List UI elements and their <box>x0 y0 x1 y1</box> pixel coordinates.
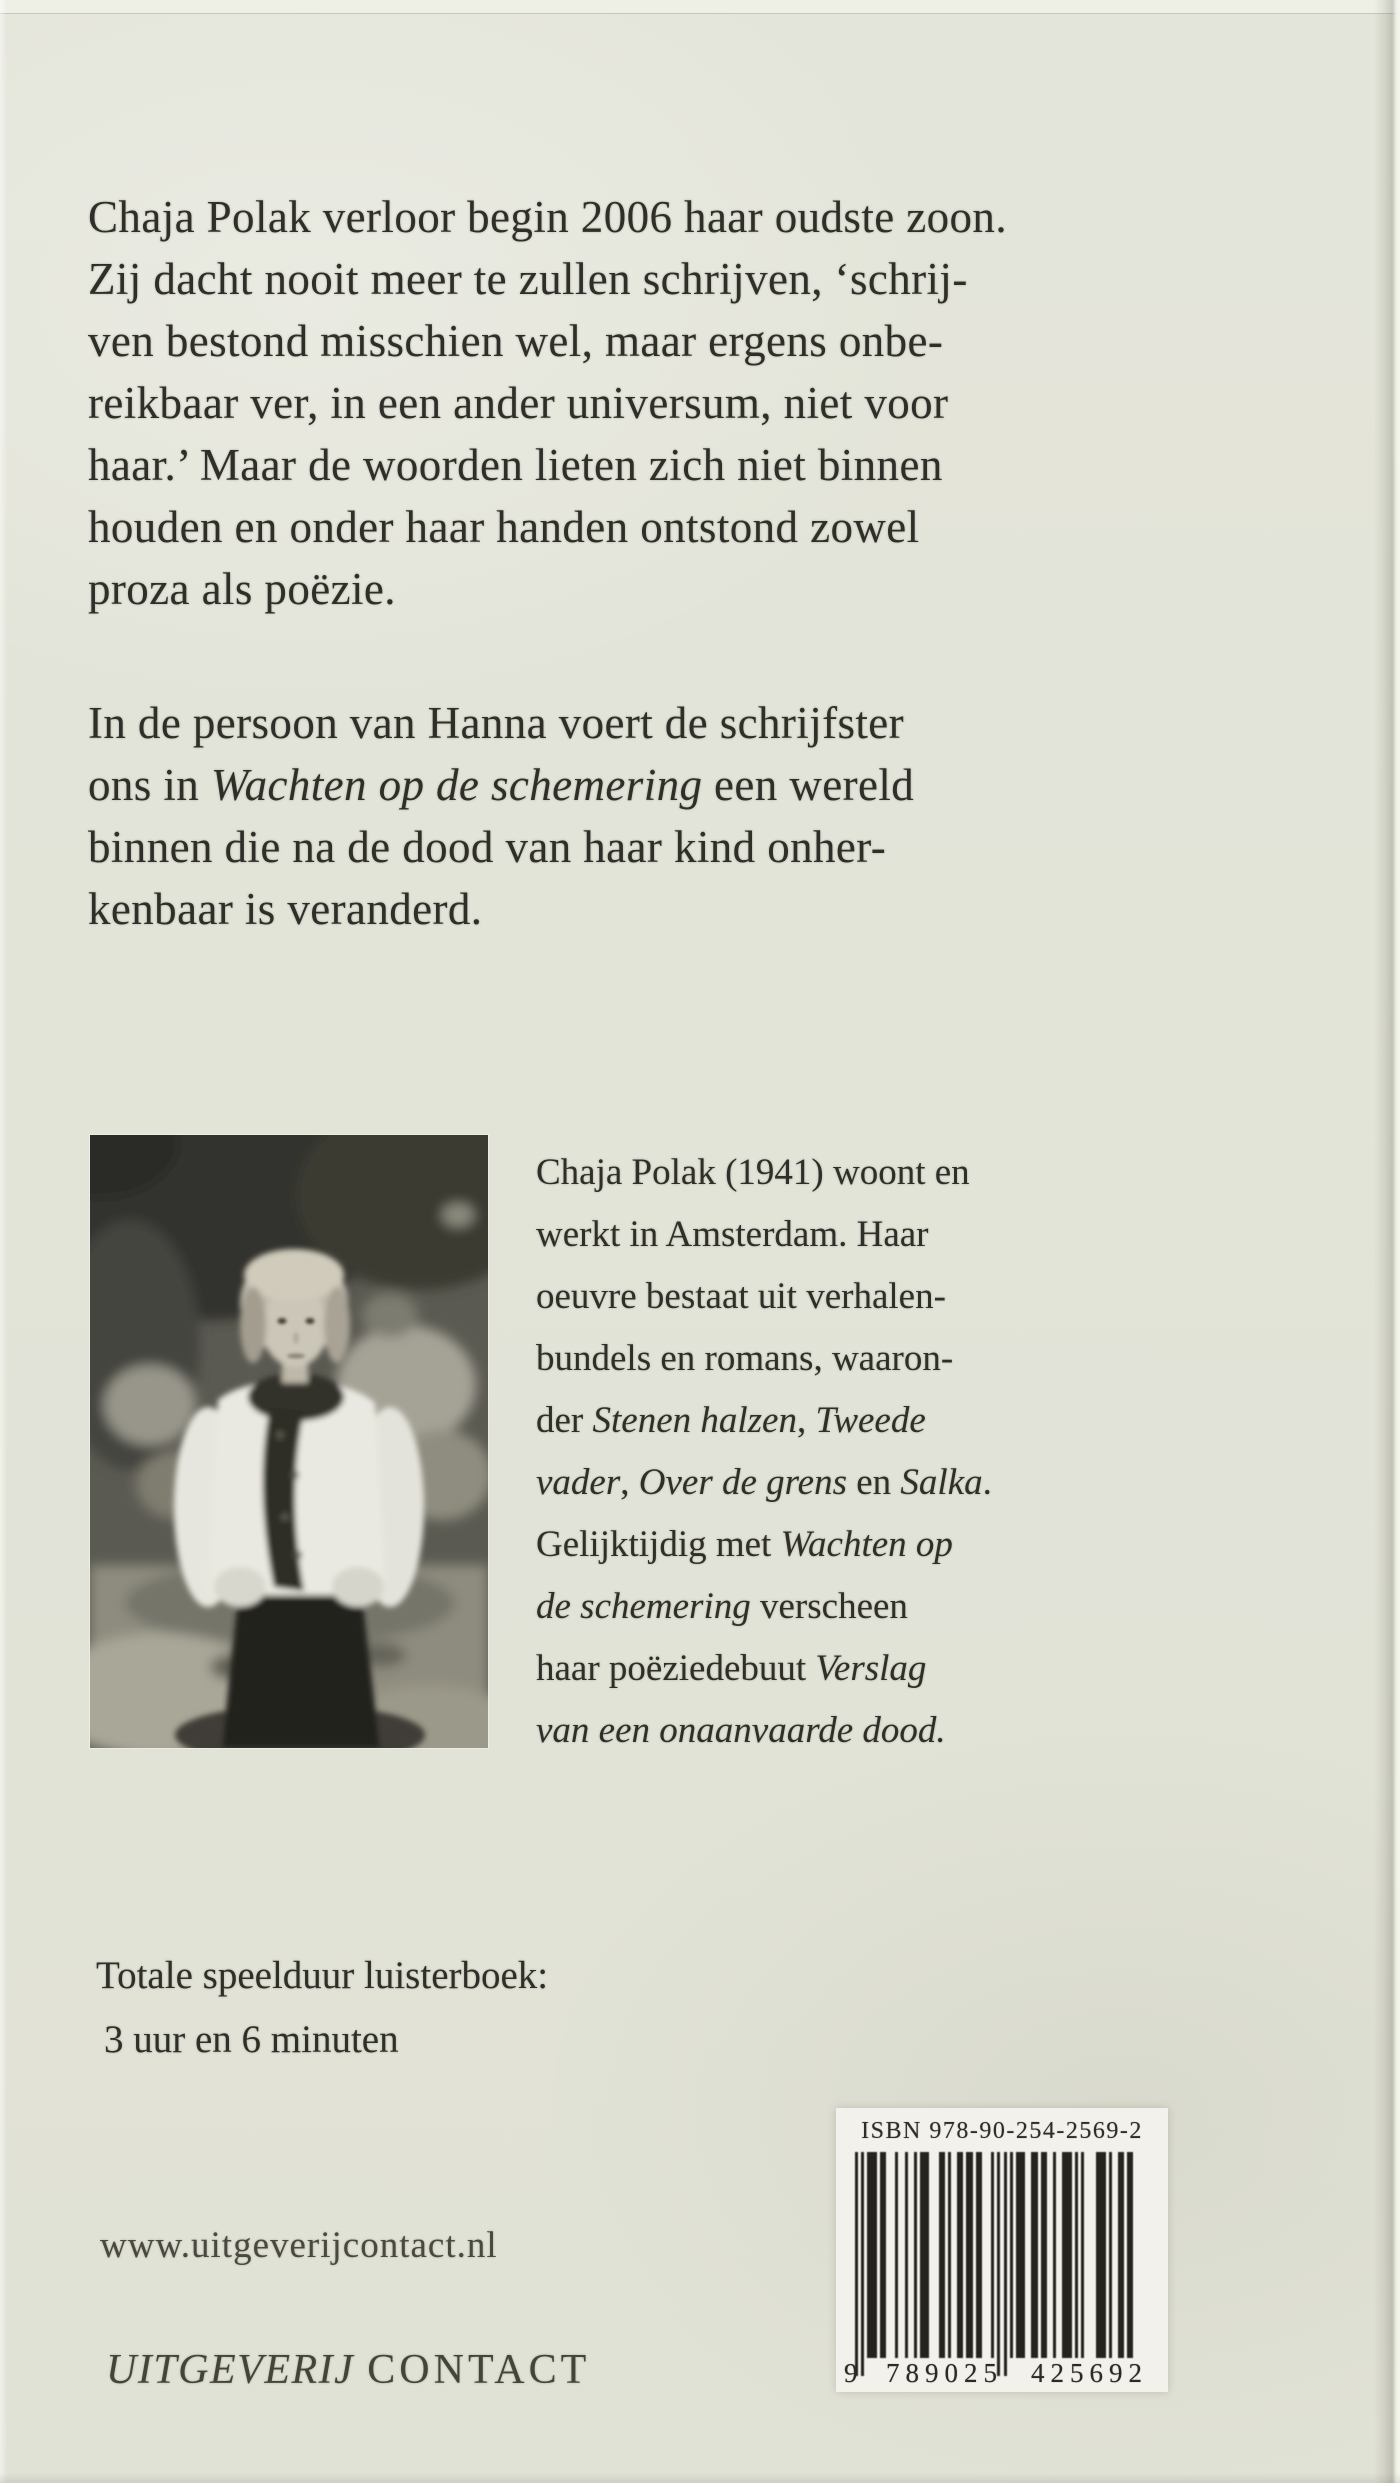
barcode-digit-left: 9 <box>844 2358 858 2388</box>
publisher-imprint-italic: UITGEVERIJ <box>106 2347 355 2393</box>
text-line: binnen die na de dood van haar kind onher- <box>88 822 887 872</box>
text-line: Gelijktijdig met Wachten op <box>536 1524 953 1565</box>
audiobook-duration-value: 3 uur en 6 minuten <box>104 2018 399 2061</box>
text-line: Zij dacht nooit meer te zullen schrijven, ‘schrij- <box>88 254 968 304</box>
barcode-digits-mid: 789025 <box>886 2358 1003 2388</box>
text-line: Chaja Polak verloor begin 2006 haar oudste zoon. <box>88 192 1007 242</box>
audiobook-duration-label: Totale speelduur luisterboek: <box>96 1954 549 1997</box>
text-line: werkt in Amsterdam. Haar <box>536 1214 929 1255</box>
page-top-edge <box>0 0 1400 14</box>
text-line: Chaja Polak (1941) woont en <box>536 1152 970 1193</box>
text-line: haar poëziedebuut Verslag <box>536 1648 927 1689</box>
barcode-digits <box>842 2358 1162 2389</box>
page-bottom-edge <box>0 2473 1400 2483</box>
isbn-text: ISBN 978-90-254-2569-2 <box>861 2118 1143 2144</box>
text-line: houden en onder haar handen ontstond zowel <box>88 502 920 552</box>
text-line: vader, Over de grens en Salka. <box>536 1462 992 1503</box>
text-line: de schemering verscheen <box>536 1586 908 1627</box>
blurb-paragraph-2 <box>88 692 1238 940</box>
author-photo <box>90 1135 488 1748</box>
text-line: der Stenen halzen, Tweede <box>536 1400 926 1441</box>
text-line: proza als poëzie. <box>88 564 396 614</box>
publisher-imprint <box>106 2346 590 2394</box>
text-line: kenbaar is veranderd. <box>88 884 483 934</box>
barcode-label <box>836 2108 1168 2392</box>
barcode-digits-right: 425692 <box>1031 2358 1148 2388</box>
blurb-paragraph-1 <box>88 186 1238 620</box>
text-line: bundels en romans, waaron- <box>536 1338 954 1379</box>
text-line: van een onaanvaarde dood. <box>536 1710 946 1751</box>
text-line: haar.’ Maar de woorden lieten zich niet binnen <box>88 440 943 490</box>
page-left-edge <box>0 0 7 2483</box>
page-right-edge <box>1374 0 1400 2483</box>
barcode-bars <box>855 2152 1140 2376</box>
text-line: ven bestond misschien wel, maar ergens onbe- <box>88 316 944 366</box>
text-line: reikbaar ver, in een ander universum, niet voor <box>88 378 949 428</box>
audiobook-duration <box>96 1944 548 2072</box>
website-url: www.uitgeverijcontact.nl <box>100 2225 498 2266</box>
text-line: oeuvre bestaat uit verhalen- <box>536 1276 946 1317</box>
text-line: In de persoon van Hanna voert de schrijfster <box>88 698 905 748</box>
publisher-imprint-roman: CONTACT <box>367 2347 591 2393</box>
text-line: ons in Wachten op de schemering een wereld <box>88 760 915 810</box>
author-bio <box>536 1142 1156 1762</box>
